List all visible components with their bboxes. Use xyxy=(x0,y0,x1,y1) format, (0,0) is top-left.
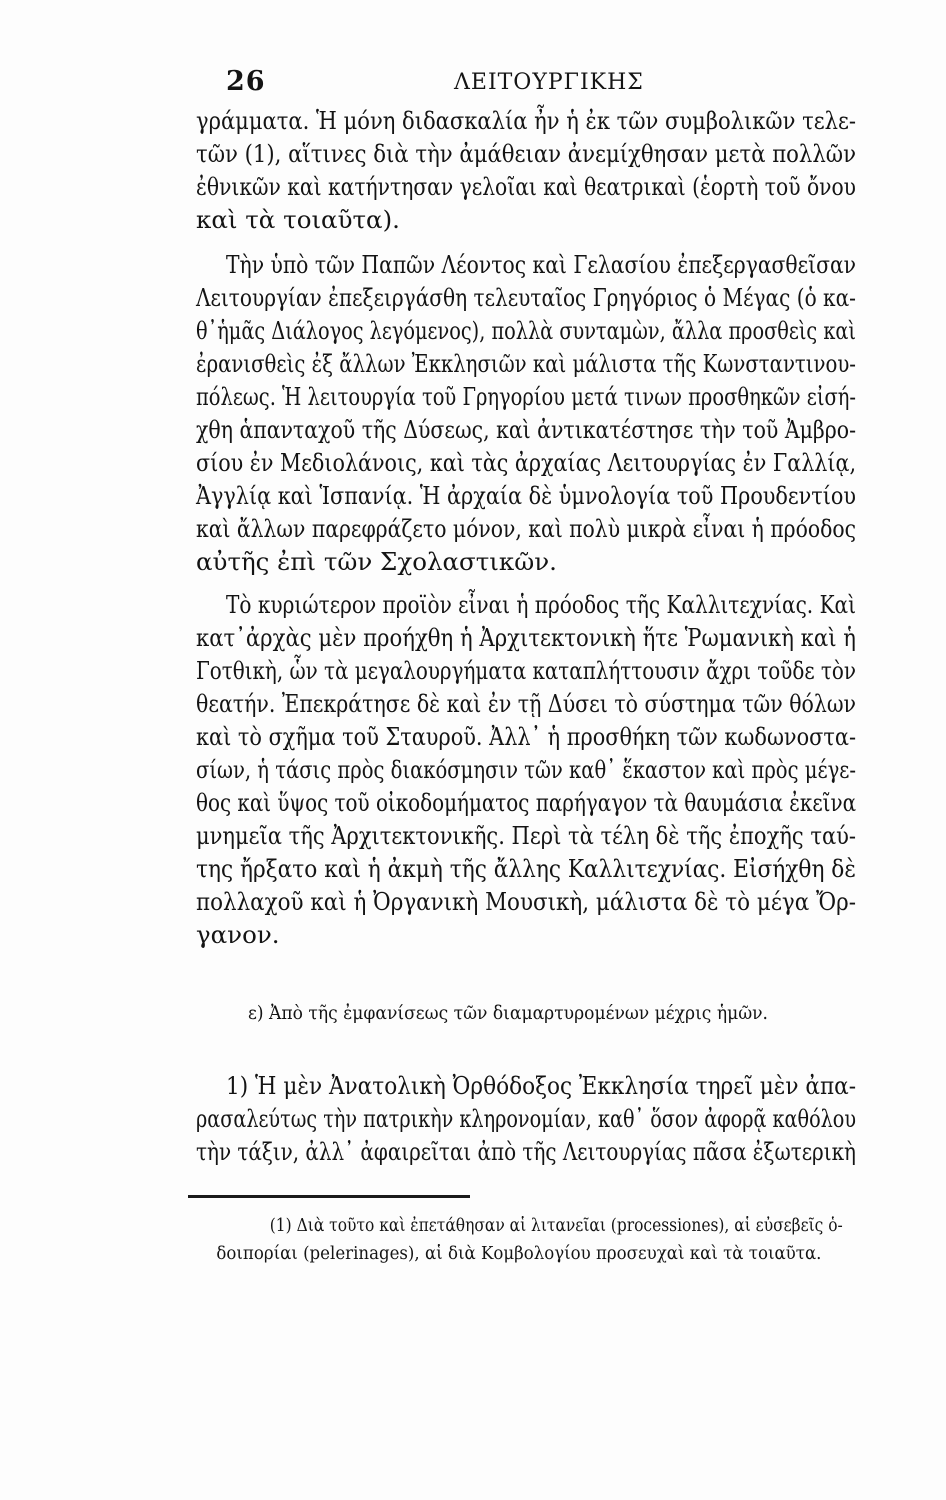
text-line: καὶ τὸ σχῆμα τοῦ Σταυροῦ. Ἀλλ᾽ ἡ προσθήκη τῶν κωδωνοστα- xyxy=(196,722,857,751)
text-line: Ἀγγλίᾳ καὶ Ἱσπανίᾳ. Ἡ ἀρχαία δὲ ὑμνολογία τοῦ Προυδεντίου xyxy=(196,481,857,510)
footnote-line: (1) Διὰ τοῦτο καὶ ἐπετάθησαν αἱ λιτανεῖαι (processiones), αἱ εὐσεβεῖς ὁ- xyxy=(269,1216,843,1236)
text-line: κατ᾽ἀρχὰς μὲν προήχθη ἡ Ἀρχιτεκτονικὴ ἥτε Ῥωμανικὴ καὶ ἡ xyxy=(196,623,856,652)
text-line: Τὸ κυριώτερον προϊὸν εἶναι ἡ πρόοδος τῆς Καλλιτεχνίας. Καὶ xyxy=(226,590,856,619)
text-line: πολλαχοῦ καὶ ἡ Ὀργανικὴ Μουσικὴ, μάλιστα δὲ τὸ μέγα Ὄρ- xyxy=(196,887,856,916)
footnote-line: δοιπορίαι (pelerinages), αἱ διὰ Κομβολογίου προσευχαὶ καὶ τὰ τοιαῦτα. xyxy=(216,1244,822,1264)
text-line: θ᾽ἡμᾶς Διάλογος λεγόμενος), πολλὰ συνταμὼν, ἄλλα προσθεὶς καὶ xyxy=(196,316,856,345)
text-line: θος καὶ ὕψος τοῦ οἰκοδομήματος παρήγαγον τὰ θαυμάσια ἐκεῖνα xyxy=(196,788,857,817)
footnote-rule xyxy=(188,1195,470,1198)
text-line: Τὴν ὑπὸ τῶν Παπῶν Λέοντος καὶ Γελασίου ἐπεξεργασθεῖσαν xyxy=(226,250,856,279)
text-line: χθη ἁπανταχοῦ τῆς Δύσεως, καὶ ἀντικατέστησε τὴν τοῦ Ἀμβρο- xyxy=(196,415,856,444)
page-number: 26 xyxy=(226,66,266,97)
text-line: ἐρανισθεὶς ἐξ ἄλλων Ἐκκλησιῶν καὶ μάλιστα τῆς Κωνσταντινου- xyxy=(196,349,856,378)
text-line: γανον. xyxy=(196,920,280,949)
text-line: Λειτουργίαν ἐπεξειργάσθη τελευταῖος Γρηγόριος ὁ Μέγας (ὁ κα- xyxy=(196,283,856,312)
text-line: γράμματα. Ἡ μόνη διδασκαλία ἦν ἡ ἐκ τῶν συμβολικῶν τελε- xyxy=(196,106,857,135)
text-line: ρασαλεύτως τὴν πατρικὴν κληρονομίαν, καθ᾽ ὅσον ἀφορᾷ καθόλου xyxy=(196,1104,857,1133)
text-line: σίου ἐν Μεδιολάνοις, καὶ τὰς ἀρχαίας Λειτουργίας ἐν Γαλλίᾳ, xyxy=(196,448,857,477)
text-line: καὶ τὰ τοιαῦτα). xyxy=(196,205,400,234)
text-line: καὶ ἄλλων παρεφράζετο μόνον, καὶ πολὺ μικρὰ εἶναι ἡ πρόοδος xyxy=(196,514,857,543)
text-line: αὐτῆς ἐπὶ τῶν Σχολαστικῶν. xyxy=(196,547,557,576)
text-line: τὴν τάξιν, ἀλλ᾽ ἀφαιρεῖται ἀπὸ τῆς Λειτουργίας πᾶσα ἐξωτερικὴ xyxy=(196,1137,856,1166)
text-line: τῶν (1), αἵτινες διὰ τὴν ἀμάθειαν ἀνεμίχθησαν μετὰ πολλῶν xyxy=(196,139,856,168)
text-line: Γοτθικὴ, ὧν τὰ μεγαλουργήματα καταπλήττουσιν ἄχρι τοῦδε τὸν xyxy=(196,656,856,685)
text-line: της ἤρξατο καὶ ἡ ἀκμὴ τῆς ἄλλης Καλλιτεχνίας. Εἰσήχθη δὲ xyxy=(196,854,856,883)
text-line: σίων, ἡ τάσις πρὸς διακόσμησιν τῶν καθ᾽ ἕκαστον καὶ πρὸς μέγε- xyxy=(196,755,857,784)
text-line: ἐθνικῶν καὶ κατήντησαν γελοῖαι καὶ θεατρικαὶ (ἑορτὴ τοῦ ὄνου xyxy=(196,172,856,201)
text-line: θεατήν. Ἐπεκράτησε δὲ καὶ ἐν τῇ Δύσει τὸ σύστημα τῶν θόλων xyxy=(196,689,857,718)
page-header xyxy=(226,66,644,100)
text-line: 1) Ἡ μὲν Ἀνατολικὴ Ὀρθόδοξος Ἐκκλησία τηρεῖ μὲν ἀπα- xyxy=(226,1071,857,1100)
text-line: πόλεως. Ἡ λειτουργία τοῦ Γρηγορίου μετά τινων προσθηκῶν εἰσή- xyxy=(196,382,857,411)
running-head: ΛΕΙΤΟΥΡΓΙΚΗΣ xyxy=(454,70,644,95)
text-line: μνημεῖα τῆς Ἀρχιτεκτονικῆς. Περὶ τὰ τέλη δὲ τῆς ἐποχῆς ταύ- xyxy=(196,821,857,850)
section-subheading: ε) Ἀπὸ τῆς ἐμφανίσεως τῶν διαμαρτυρομένων μέχρις ἡμῶν. xyxy=(248,1002,769,1024)
